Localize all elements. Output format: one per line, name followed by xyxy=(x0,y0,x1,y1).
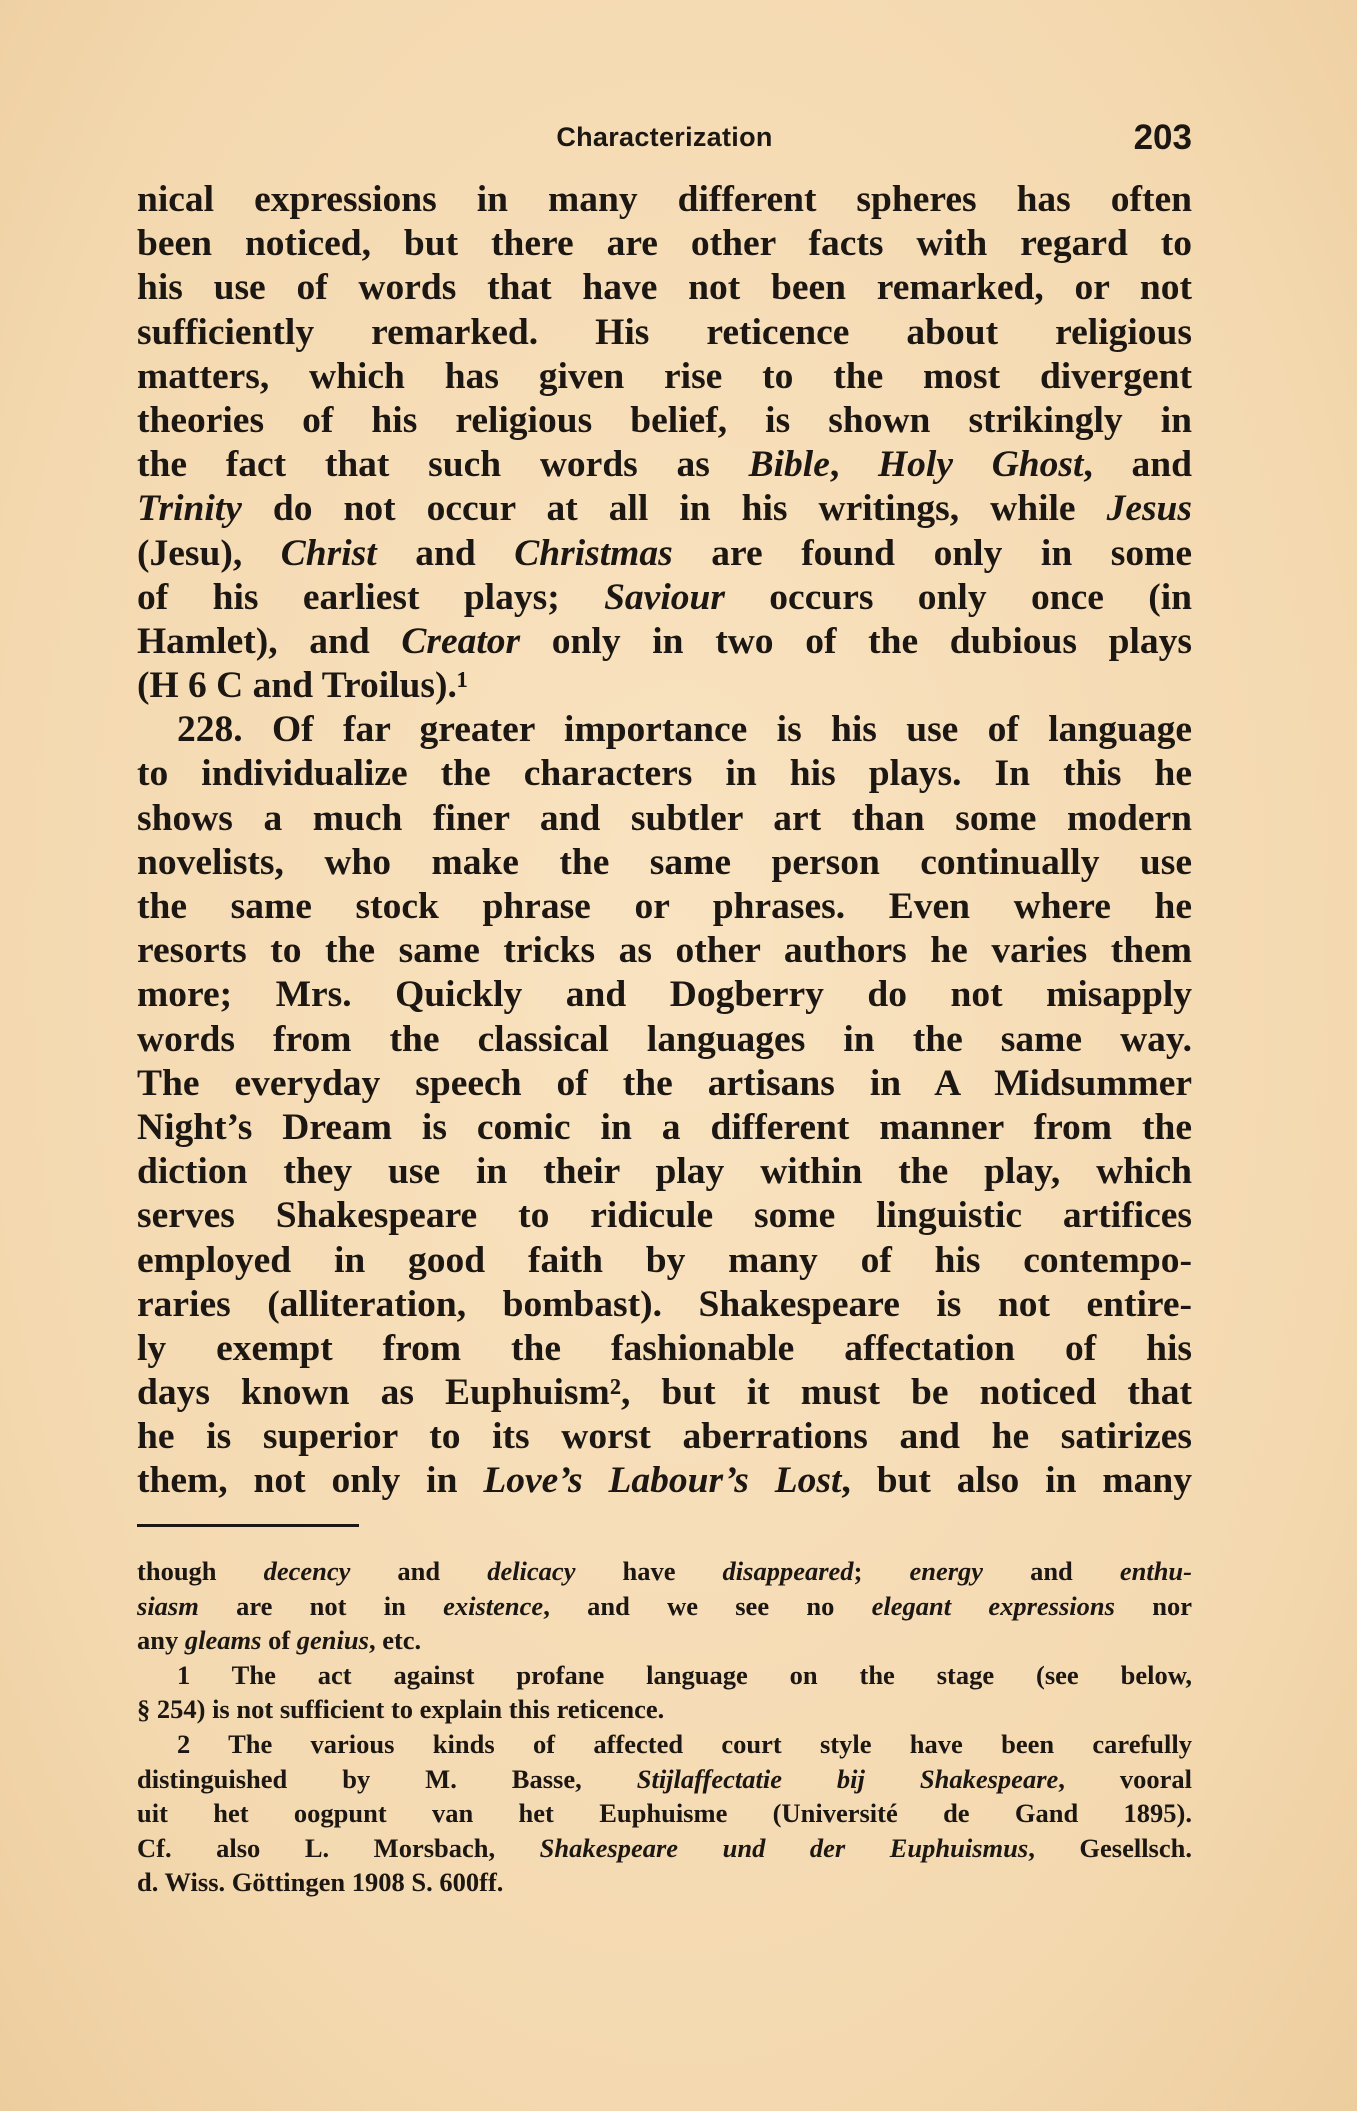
footnote-2: 2 The various kinds of affected court style have been carefully xyxy=(177,1728,1192,1759)
italic-term: Bible xyxy=(748,444,830,486)
text-line: of his earliest plays; Saviour occurs only once (in xyxy=(137,576,1192,618)
text-line: novelists, who make the same person continually use xyxy=(137,841,1192,883)
text-line: serves Shakespeare to ridicule some linguistic artifices xyxy=(137,1195,1192,1237)
italic-term: Holy Ghost xyxy=(877,444,1084,486)
text-line: sufficiently remarked. His reticence about religious xyxy=(137,311,1192,353)
text-line: (Jesu), Christ and Christmas are found only in some xyxy=(137,532,1192,574)
italic-term: Saviour xyxy=(604,576,725,618)
main-text xyxy=(137,178,1192,1504)
text-line: nical expressions in many different spheres has often xyxy=(137,179,1192,220)
text-line: them, not only in Love’s Labour’s Lost, but also in many xyxy=(137,1460,1192,1502)
text-line: to individualize the characters in his plays. In this he xyxy=(137,753,1192,795)
text-line: the same stock phrase or phrases. Even where he xyxy=(137,886,1192,927)
footnote-line: though decency and delicacy have disappeared; energy and enthu- xyxy=(137,1556,1192,1586)
footnote-1: 1 The act against profane language on the stage (see below, xyxy=(177,1659,1192,1690)
text-line: Hamlet), and Creator only in two of the dubious plays xyxy=(137,620,1192,662)
text-line: Trinity do not occur at all in his writings, while Jesus xyxy=(137,488,1192,530)
italic-term: gleams xyxy=(184,1625,262,1656)
text-line: diction they use in their play within the play, which xyxy=(137,1151,1192,1193)
italic-term: Shakespeare und der Euphuismus xyxy=(539,1832,1029,1863)
italic-term: Trinity xyxy=(137,488,242,530)
footnote-divider xyxy=(137,1524,359,1527)
text-line: The everyday speech of the artisans in A Midsummer xyxy=(137,1062,1192,1104)
italic-term: Jesus xyxy=(1106,488,1192,530)
text-line: theories of his religious belief, is shown strikingly in xyxy=(137,399,1192,441)
footnote-line: distinguished by M. Basse, Stijlaffectatie bij Shakespeare, vooral xyxy=(137,1763,1192,1794)
italic-term: enthu- xyxy=(1119,1556,1192,1586)
footnotes xyxy=(137,1554,1192,1900)
footnote-line: uit het oogpunt van het Euphuisme (Université de Gand 1895). xyxy=(137,1798,1192,1829)
italic-term: energy xyxy=(909,1556,984,1586)
italic-term: genius xyxy=(296,1625,369,1656)
page-header xyxy=(137,118,1192,158)
text-line: shows a much finer and subtler art than some modern xyxy=(137,797,1192,839)
italic-term: Stijlaffectatie bij Shakespeare xyxy=(636,1763,1059,1794)
footnote-line: § 254) is not sufficient to explain this reticence. xyxy=(137,1694,665,1725)
italic-term: decency xyxy=(263,1556,351,1586)
text-line: resorts to the same tricks as other authors he varies them xyxy=(137,930,1192,972)
page-number: 203 xyxy=(1133,118,1192,157)
text-line: his use of words that have not been remarked, or not xyxy=(137,267,1192,309)
footnote-line: Cf. also L. Morsbach, Shakespeare und der Euphuismus, Gesellsch. xyxy=(137,1832,1192,1863)
italic-term: Christmas xyxy=(514,532,673,574)
italic-term: elegant expressions xyxy=(871,1590,1115,1621)
italic-term: existence xyxy=(443,1590,544,1621)
footnote-line: any gleams of genius, etc. xyxy=(137,1625,422,1656)
text-line: more; Mrs. Quickly and Dogberry do not misapply xyxy=(137,974,1192,1016)
footnote-line: d. Wiss. Göttingen 1908 S. 600ff. xyxy=(137,1867,504,1898)
text-line: he is superior to its worst aberrations and he satirizes xyxy=(137,1416,1192,1458)
text-line: Night’s Dream is comic in a different manner from the xyxy=(137,1106,1192,1148)
text-line: been noticed, but there are other facts with regard to xyxy=(137,223,1192,265)
footnote-line: siasm are not in existence, and we see no elegant expressions nor xyxy=(137,1590,1192,1621)
italic-term: Creator xyxy=(401,620,521,662)
text-line: (H 6 C and Troilus).¹ xyxy=(137,665,469,707)
section-start-line: 228. Of far greater importance is his use of language xyxy=(177,709,1192,751)
text-line: raries (alliteration, bombast). Shakespeare is not entire- xyxy=(137,1283,1192,1325)
italic-term: Christ xyxy=(280,532,377,574)
italic-term: delicacy xyxy=(487,1556,576,1586)
italic-term: Love’s Labour’s Lost xyxy=(483,1460,842,1502)
italic-term: disappeared xyxy=(722,1556,854,1586)
text-line: words from the classical languages in the same way. xyxy=(137,1018,1192,1060)
running-title: Characterization xyxy=(556,122,773,152)
text-line: employed in good faith by many of his contempo- xyxy=(137,1239,1192,1281)
italic-term: siasm xyxy=(137,1590,199,1621)
text-line: ly exempt from the fashionable affectation of his xyxy=(137,1327,1192,1369)
text-line: the fact that such words as Bible, Holy Ghost, and xyxy=(137,444,1192,486)
text-line: matters, which has given rise to the most divergent xyxy=(137,355,1192,397)
text-line: days known as Euphuism², but it must be noticed that xyxy=(137,1372,1192,1414)
